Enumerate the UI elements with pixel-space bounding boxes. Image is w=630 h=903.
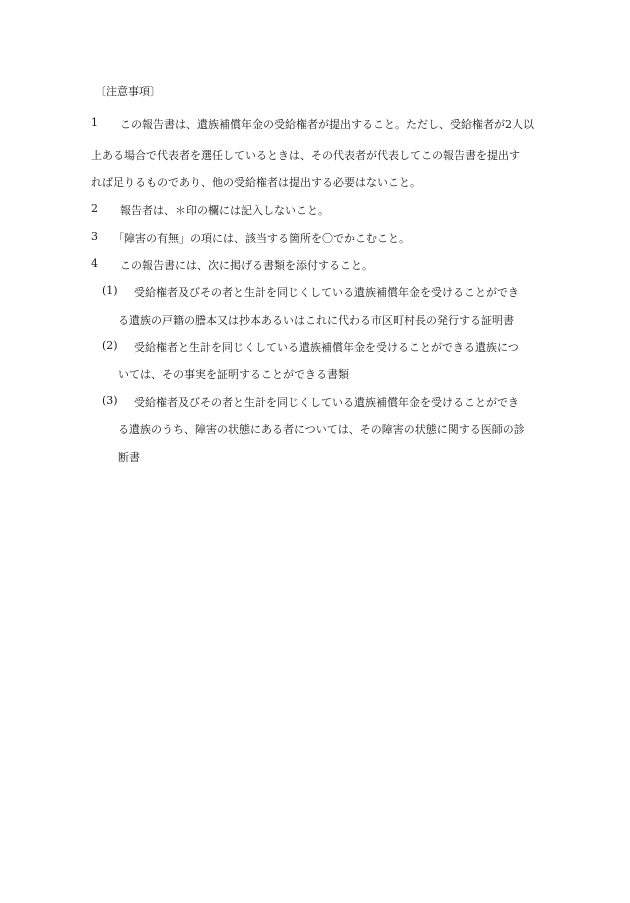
subitem-3-number: (3) [102, 394, 118, 407]
item-3-number: 3 [91, 230, 98, 243]
item-4-number: 4 [91, 257, 98, 270]
item-1-line-2: 上ある場合で代表者を選任しているときは、その代表者が代表してこの報告書を提出す [91, 149, 520, 162]
subitem-1-number: (1) [102, 284, 118, 297]
item-1-number: 1 [91, 116, 98, 129]
item-4-line-1: この報告書には、次に掲げる書類を添付すること。 [120, 259, 373, 272]
item-2-number: 2 [91, 202, 98, 215]
subitem-3-line-1: 受給権者及びその者と生計を同じくしている遺族補償年金を受けることができ [134, 396, 519, 409]
notes-heading: 〔注意事項〕 [95, 85, 161, 98]
subitem-3-line-2: る遺族のうち、障害の状態にある者については、その障害の状態に関する医師の診 [118, 423, 525, 436]
item-3-line-1: 「障害の有無」の項には、該当する箇所を〇でかこむこと。 [113, 232, 410, 245]
subitem-2-number: (2) [102, 339, 118, 352]
item-1-line-3: れば足りるものであり、他の受給権者は提出する必要はないこと。 [91, 176, 421, 189]
subitem-3-line-3: 断書 [118, 451, 140, 464]
subitem-1-line-2: る遺族の戸籍の謄本又は抄本あるいはこれに代わる市区町村長の発行する証明書 [118, 314, 514, 327]
subitem-1-line-1: 受給権者及びその者と生計を同じくしている遺族補償年金を受けることができ [134, 286, 519, 299]
item-2-line-1: 報告者は、＊印の欄には記入しないこと。 [120, 204, 329, 217]
item-1-line-1: この報告書は、遺族補償年金の受給権者が提出すること。ただし、受給権者が2人以 [120, 118, 534, 131]
subitem-2-line-1: 受給権者と生計を同じくしている遺族補償年金を受けることができる遺族につ [134, 341, 519, 354]
subitem-2-line-2: いては、その事実を証明することができる書類 [118, 368, 349, 381]
